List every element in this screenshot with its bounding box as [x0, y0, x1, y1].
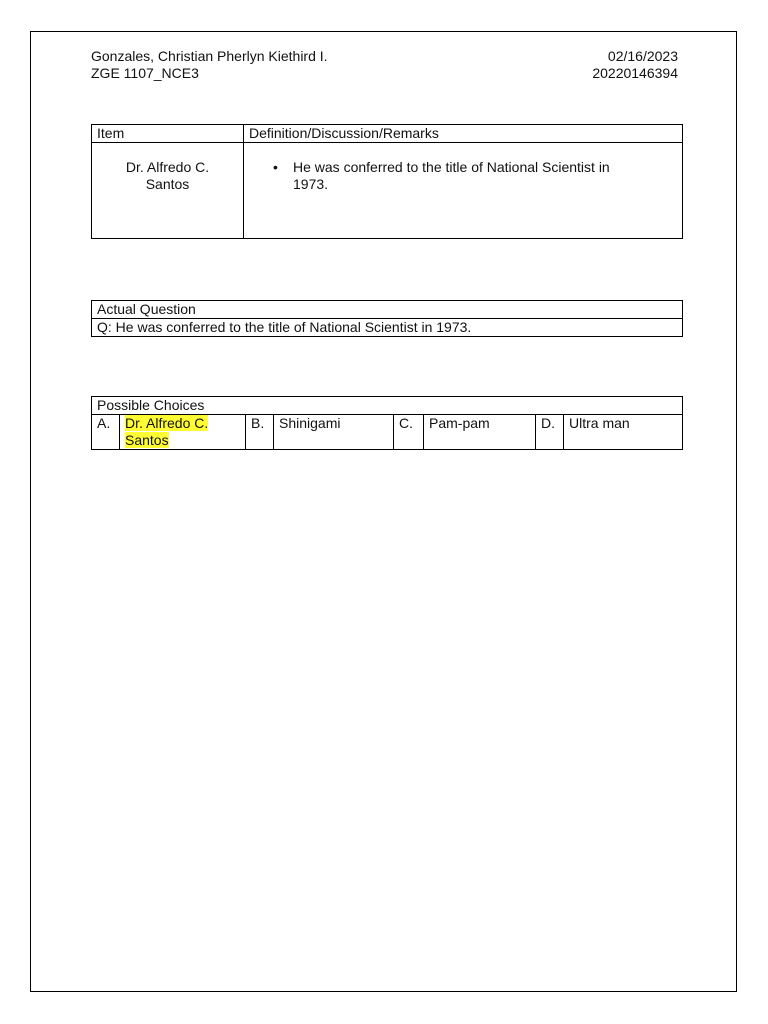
answer-highlight-line2: Santos [125, 432, 169, 448]
definition-cell [244, 143, 683, 239]
choice-letter: D. [536, 415, 564, 450]
course-code: ZGE 1107_NCE3 [91, 65, 199, 81]
choice-text: Shinigami [274, 415, 394, 450]
date: 02/16/2023 [607, 48, 678, 64]
question-text: Q: He was conferred to the title of National Scientist in 1973. [92, 319, 683, 337]
header-right [592, 48, 678, 82]
choices-heading: Possible Choices [92, 397, 683, 415]
item-name-line1: Dr. Alfredo C. [125, 159, 210, 175]
question-table [91, 300, 683, 337]
document-page [30, 31, 737, 992]
student-id: 20220146394 [592, 65, 678, 81]
choice-text: Pam-pam [424, 415, 536, 450]
item-column-header: Item [92, 125, 244, 143]
bullet-icon: • [273, 159, 278, 175]
choice-letter: A. [92, 415, 120, 450]
definition-line1: He was conferred to the title of National Scientist in [293, 159, 610, 175]
item-cell [92, 143, 244, 239]
answer-highlight-line1: Dr. Alfredo C. [125, 415, 209, 431]
choice-text: Ultra man [564, 415, 683, 450]
question-heading: Actual Question [92, 301, 683, 319]
header-left [91, 48, 328, 82]
choice-text-highlighted [120, 415, 246, 450]
definition-line2: 1973. [293, 176, 329, 192]
definition-bullet [249, 159, 677, 193]
choices-table [91, 396, 683, 450]
definition-column-header: Definition/Discussion/Remarks [244, 125, 683, 143]
choice-letter: B. [246, 415, 274, 450]
item-table [91, 124, 683, 239]
student-name: Gonzales, Christian Pherlyn Kiethird I. [91, 48, 328, 64]
item-name-line2: Santos [145, 176, 190, 192]
choice-letter: C. [394, 415, 424, 450]
